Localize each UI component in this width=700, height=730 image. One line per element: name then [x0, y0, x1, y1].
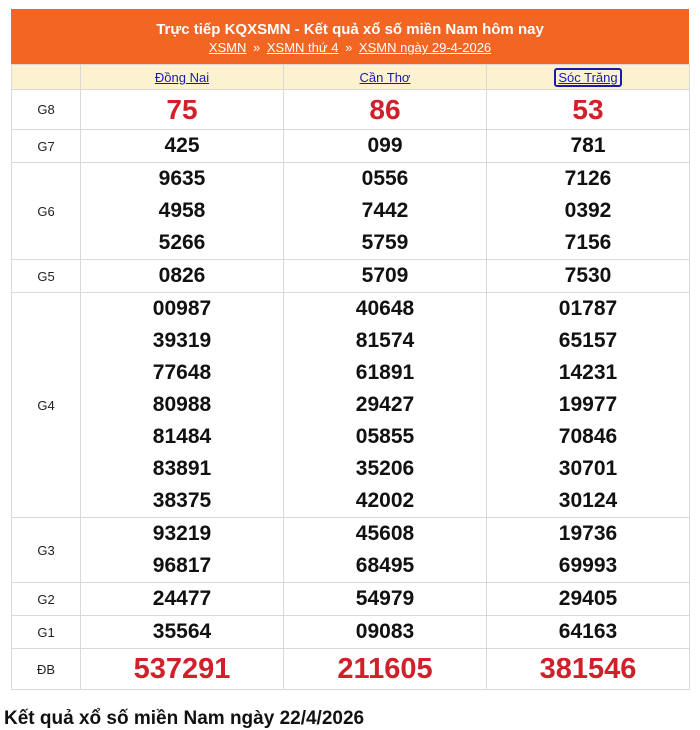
page-title: Trực tiếp KQXSMN - Kết quả xổ số miền Nam hôm nay	[156, 21, 544, 38]
breadcrumb-xsmn[interactable]: XSMN	[208, 40, 247, 55]
lottery-number: 93219	[152, 522, 212, 545]
results-table	[11, 64, 690, 690]
prize-label: ĐB	[12, 649, 81, 690]
lottery-number: 5709	[361, 264, 409, 287]
prize-cell	[487, 90, 690, 130]
lottery-number: 80988	[152, 393, 212, 416]
lottery-number: 54979	[355, 587, 415, 610]
province-header	[284, 65, 487, 90]
prize-cell	[284, 616, 487, 649]
province-link-dong-nai[interactable]: Đồng Nai	[154, 69, 210, 85]
lottery-number: 69993	[558, 554, 618, 577]
next-section-heading: Kết quả xổ số miền Nam ngày 22/4/2026	[4, 708, 365, 729]
lottery-number: 29405	[558, 587, 618, 610]
lottery-number: 24477	[152, 587, 212, 610]
lottery-number: 38375	[152, 489, 212, 512]
prize-cell	[284, 260, 487, 293]
prize-label: G7	[12, 130, 81, 163]
prize-row	[12, 163, 690, 260]
lottery-number: 45608	[355, 522, 415, 545]
lottery-number: 099	[367, 134, 403, 157]
province-link-can-tho[interactable]: Cần Thơ	[359, 69, 411, 85]
prize-row	[12, 518, 690, 583]
lottery-number: 30701	[558, 457, 618, 480]
lottery-number: 19977	[558, 393, 618, 416]
lottery-number: 9635	[158, 167, 206, 190]
prize-cell	[284, 163, 487, 260]
prize-cell	[487, 583, 690, 616]
prize-cell	[81, 616, 284, 649]
lottery-number: 0392	[564, 199, 612, 222]
lottery-number: 0556	[361, 167, 409, 190]
prize-label: G1	[12, 616, 81, 649]
lottery-number: 781	[570, 134, 606, 157]
province-link-soc-trang[interactable]: Sóc Trăng	[554, 68, 621, 87]
lottery-number: 425	[164, 134, 200, 157]
lottery-number: 4958	[158, 199, 206, 222]
lottery-number: 01787	[558, 297, 618, 320]
prize-cell	[81, 90, 284, 130]
prize-cell	[284, 90, 487, 130]
prize-cell	[284, 293, 487, 518]
prize-cell	[487, 649, 690, 690]
lottery-number: 39319	[152, 329, 212, 352]
prize-cell	[487, 518, 690, 583]
prize-label: G3	[12, 518, 81, 583]
prize-cell	[284, 518, 487, 583]
corner-cell	[12, 65, 81, 90]
province-header-row	[12, 65, 690, 90]
lottery-number: 40648	[355, 297, 415, 320]
lottery-number: 81484	[152, 425, 212, 448]
lottery-number: 75	[166, 94, 198, 125]
breadcrumb-xsmn-thu-4[interactable]: XSMN thứ 4	[266, 40, 339, 55]
lottery-number: 70846	[558, 425, 618, 448]
lottery-number: 83891	[152, 457, 212, 480]
lottery-number: 211605	[337, 653, 433, 685]
prize-label: G8	[12, 90, 81, 130]
lottery-number: 53	[572, 94, 604, 125]
lottery-number: 5266	[158, 231, 206, 254]
breadcrumb-separator: »	[345, 40, 353, 55]
lottery-number: 381546	[539, 653, 637, 685]
prize-row	[12, 616, 690, 649]
prize-row	[12, 130, 690, 163]
prize-row	[12, 90, 690, 130]
lottery-number: 19736	[558, 522, 618, 545]
prize-row	[12, 293, 690, 518]
lottery-number: 29427	[355, 393, 415, 416]
breadcrumb	[11, 39, 689, 56]
prize-label: G6	[12, 163, 81, 260]
lottery-number: 35564	[152, 620, 212, 643]
lottery-number: 96817	[152, 554, 212, 577]
lottery-number: 7442	[361, 199, 409, 222]
prize-cell	[81, 260, 284, 293]
prize-cell	[81, 649, 284, 690]
lottery-number: 7126	[564, 167, 612, 190]
lottery-number: 65157	[558, 329, 618, 352]
lottery-number: 64163	[558, 620, 618, 643]
lottery-number: 05855	[355, 425, 415, 448]
prize-row	[12, 649, 690, 690]
lottery-number: 81574	[355, 329, 415, 352]
prize-label: G5	[12, 260, 81, 293]
breadcrumb-separator: »	[253, 40, 261, 55]
prize-label: G2	[12, 583, 81, 616]
lottery-number: 537291	[133, 653, 231, 685]
lottery-number: 42002	[355, 489, 415, 512]
lottery-number: 68495	[355, 554, 415, 577]
prize-cell	[487, 260, 690, 293]
prize-cell	[284, 583, 487, 616]
lottery-number: 0826	[158, 264, 206, 287]
prize-cell	[487, 293, 690, 518]
prize-cell	[81, 293, 284, 518]
prize-cell	[487, 616, 690, 649]
lottery-number: 7530	[564, 264, 612, 287]
prize-label: G4	[12, 293, 81, 518]
results-panel	[11, 9, 689, 690]
breadcrumb-xsmn-date[interactable]: XSMN ngày 29-4-2026	[358, 40, 492, 55]
prize-cell	[284, 130, 487, 163]
prize-cell	[81, 583, 284, 616]
province-header	[81, 65, 284, 90]
prize-cell	[284, 649, 487, 690]
lottery-number: 00987	[152, 297, 212, 320]
prize-row	[12, 260, 690, 293]
lottery-number: 77648	[152, 361, 212, 384]
province-header	[487, 65, 690, 90]
prize-cell	[487, 130, 690, 163]
lottery-number: 7156	[564, 231, 612, 254]
lottery-number: 09083	[355, 620, 415, 643]
prize-cell	[487, 163, 690, 260]
lottery-number: 14231	[558, 361, 618, 384]
lottery-number: 86	[369, 94, 401, 125]
lottery-number: 35206	[355, 457, 415, 480]
lottery-number: 5759	[361, 231, 409, 254]
prize-cell	[81, 130, 284, 163]
lottery-number: 30124	[558, 489, 618, 512]
results-header	[11, 9, 689, 64]
prize-cell	[81, 163, 284, 260]
prize-cell	[81, 518, 284, 583]
prize-row	[12, 583, 690, 616]
lottery-number: 61891	[355, 361, 415, 384]
